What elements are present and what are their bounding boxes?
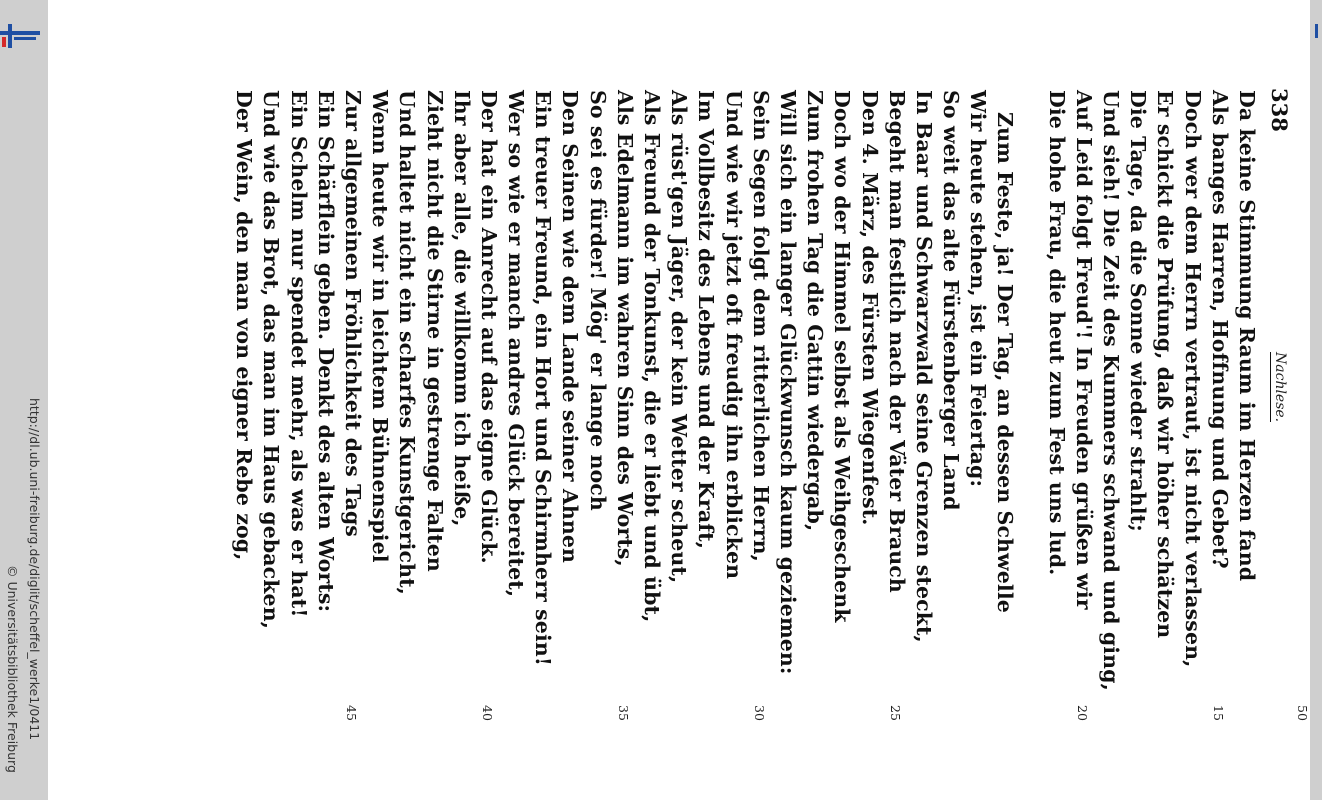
scanned-page	[48, 0, 1310, 800]
stanza-gap	[1019, 90, 1043, 710]
verse-line: Ein Schelm nur spendet mehr, als was er hat!	[286, 90, 311, 618]
source-url[interactable]: http://dl.ub.uni-freiburg.de/diglit/scheffel_werke1/0411	[27, 398, 42, 741]
verse-line: Auf Leid folgt Freud'! In Freuden grüßen wir	[1071, 90, 1096, 610]
verse-line: Und sieh! Die Zeit des Kummers schwand und ging,	[1099, 90, 1124, 691]
verse-line: Da keine Stimmung Raum im Herzen fand	[1235, 90, 1259, 582]
verse-line: Und haltet nicht ein scharfes Kunstgericht,	[395, 90, 420, 595]
verse-line: Und wie das Brot, das man im Haus gebacken,	[259, 90, 284, 629]
library-logo-icon	[0, 22, 40, 50]
verse-line: Doch wer dem Herrn vertraut, ist nicht verlassen,	[1180, 90, 1205, 668]
rotated-page-content	[48, 0, 1310, 800]
verse-line: Ein treuer Freund, ein Hort und Schirmherr sein!	[531, 90, 556, 666]
verse-line: So weit das alte Fürstenberger Land	[939, 90, 964, 511]
line-number: 20	[1075, 705, 1090, 721]
verse-line: Als banges Harren, Hoffnung und Gebet?	[1207, 90, 1232, 569]
verse-line: Zieht nicht die Stirne in gestrenge Falten	[422, 90, 447, 572]
verse-line: Wir heute stehen, ist ein Feiertag:	[966, 90, 991, 488]
verse-line: Sein Segen folgt dem ritterlichen Herrn,	[748, 90, 773, 562]
verse-line: In Baar und Schwarzwald seine Grenzen steckt,	[911, 90, 936, 643]
line-number: 15	[1211, 705, 1226, 721]
stanza-1	[1043, 90, 1261, 710]
line-number: 50	[1295, 705, 1310, 721]
verse-line: Ihr aber alle, die willkomm ich heiße,	[449, 90, 474, 527]
verse-line: Die hohe Frau, die heut zum Fest uns lud.	[1044, 90, 1069, 576]
verse-line: Als Edelmann im wahren Sinn des Worts,	[612, 90, 637, 567]
verse-line: Wer so wie er manch andres Glück bereitet,	[504, 90, 529, 598]
verse-line: Als Freund der Tonkunst, die er liebt und übt,	[640, 90, 665, 623]
stanza-2	[230, 90, 1018, 710]
line-number: 25	[888, 705, 903, 721]
verse-line: Begeht man festlich nach der Väter Brauch	[884, 90, 909, 593]
viewer-edge-icon	[1314, 24, 1320, 38]
copyright-notice: © Universitätsbibliothek Freiburg	[5, 565, 20, 773]
verse-line: Den 4. März, des Fürsten Wiegenfest.	[857, 90, 882, 526]
verse-line: Und wie wir jetzt oft freudig ihn erblicken	[721, 90, 746, 580]
verse-line: Zum Feste, ja! Der Tag, an dessen Schwelle	[993, 112, 1018, 613]
line-number: 35	[616, 705, 631, 721]
verse-line: Zur allgemeinen Fröhlichkeit des Tags	[341, 90, 365, 537]
line-number: 30	[752, 705, 767, 721]
poem-body	[230, 90, 1260, 710]
verse-line: Will sich ein langer Glückwunsch kaum geziemen:	[776, 90, 800, 675]
verse-line: Doch wo der Himmel selbst als Weihgeschenk	[830, 90, 855, 623]
verse-line: Ein Schärflein geben. Denkt des alten Worts:	[313, 90, 338, 613]
verse-line: Er schickt die Prüfung, daß wir höher schätzen	[1153, 90, 1178, 639]
verse-line: Zum frohen Tag die Gattin wiedergab,	[803, 90, 828, 532]
verse-line: Der hat ein Anrecht auf das eigne Glück.	[476, 90, 501, 564]
line-number: 45	[344, 705, 359, 721]
viewer-left-strip	[0, 0, 48, 800]
viewer-right-strip	[1310, 0, 1322, 800]
page-number: 338	[1267, 88, 1292, 132]
verse-line: Den Seinen wie dem Lande seiner Ahnen	[558, 90, 583, 564]
line-number: 40	[480, 705, 495, 721]
verse-line: So sei es fürder! Mög' er lange noch	[585, 90, 610, 511]
verse-line: Im Vollbesitz des Lebens und der Kraft,	[694, 90, 719, 549]
verse-line: Die Tage, da die Sonne wieder strahlt;	[1126, 90, 1151, 532]
verse-line: Der Wein, den man von eigner Rebe zog,	[232, 90, 257, 561]
verse-line: Als rüst'gen Jäger, der kein Wetter scheut,	[667, 90, 692, 584]
running-head: Nachlese.	[1272, 352, 1288, 423]
verse-line: Wenn heute wir in leichtem Bühnenspiel	[368, 90, 393, 563]
